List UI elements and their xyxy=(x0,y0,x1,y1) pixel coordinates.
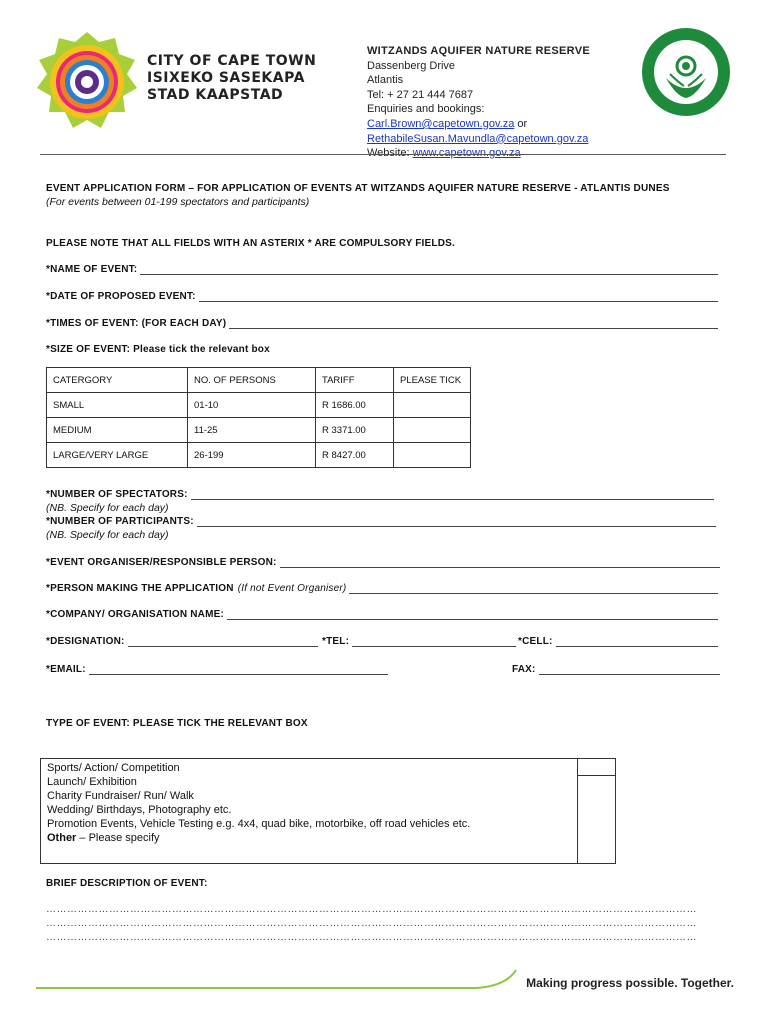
table-cell: LARGE/VERY LARGE xyxy=(47,443,188,468)
designation-input[interactable] xyxy=(128,637,318,647)
table-cell: 01-10 xyxy=(188,393,316,418)
date-of-event-input[interactable] xyxy=(199,292,718,302)
table-cell: R 1686.00 xyxy=(316,393,394,418)
table-cell: SMALL xyxy=(47,393,188,418)
company-input[interactable] xyxy=(227,610,718,620)
email-link-2[interactable]: RethabileSusan.Mavundla@capetown.gov.za xyxy=(367,132,589,145)
table-header-cell: TARIFF xyxy=(316,368,394,393)
event-type-list xyxy=(47,761,470,845)
table-cell: R 8427.00 xyxy=(316,443,394,468)
size-of-event-heading xyxy=(46,344,270,355)
participants-input[interactable] xyxy=(197,517,716,527)
footer-slogan: Making progress possible. Together. xyxy=(526,976,734,990)
email-input[interactable] xyxy=(89,665,388,675)
name-of-event-input[interactable] xyxy=(140,265,718,275)
enquiries-line: Enquiries and bookings: xyxy=(367,103,485,116)
organiser-field[interactable] xyxy=(46,557,720,568)
participants-note: (NB. Specify for each day) xyxy=(46,529,169,541)
cell-field[interactable] xyxy=(518,636,718,647)
table-header-row xyxy=(47,368,471,393)
address-line-2: Atlantis xyxy=(367,74,404,87)
city-of-cape-town-logo-icon xyxy=(34,30,140,134)
date-of-event-field[interactable] xyxy=(46,291,718,302)
cell-input[interactable] xyxy=(556,637,718,647)
fax-input[interactable] xyxy=(539,665,720,675)
table-cell: R 3371.00 xyxy=(316,418,394,443)
fax-label: FAX: xyxy=(512,664,536,675)
list-item: Wedding/ Birthdays, Photography etc. xyxy=(47,804,232,816)
tel-field[interactable] xyxy=(322,636,516,647)
table-cell: MEDIUM xyxy=(47,418,188,443)
brief-description-title: BRIEF DESCRIPTION OF EVENT: xyxy=(46,878,208,889)
table-row xyxy=(47,443,471,468)
size-of-event-label: *SIZE OF EVENT: xyxy=(46,344,131,355)
applicant-input[interactable] xyxy=(349,584,718,594)
header-divider xyxy=(40,154,726,155)
name-of-event-label: *NAME OF EVENT: xyxy=(46,264,138,275)
list-item: Promotion Events, Vehicle Testing e.g. 4x4, quad bike, motorbike, off road vehicles etc. xyxy=(47,818,471,830)
form-title: EVENT APPLICATION FORM – FOR APPLICATION OF EVENTS AT WITZANDS AQUIFER NATURE RESERVE - ATLANTIS DUNES xyxy=(46,183,670,194)
table-row xyxy=(47,393,471,418)
spectators-input[interactable] xyxy=(191,490,714,500)
tick-cell-large[interactable] xyxy=(394,443,471,468)
tick-cell-medium[interactable] xyxy=(394,418,471,443)
times-of-event-label: *TIMES OF EVENT: (FOR EACH DAY) xyxy=(46,318,227,329)
organiser-label: *EVENT ORGANISER/RESPONSIBLE PERSON: xyxy=(46,557,277,568)
email-label: *EMAIL: xyxy=(46,664,86,675)
email-link-1[interactable]: Carl.Brown@capetown.gov.za xyxy=(367,117,515,130)
compulsory-note: PLEASE NOTE THAT ALL FIELDS WITH AN ASTERIX * ARE COMPULSORY FIELDS. xyxy=(46,238,455,249)
name-of-event-field[interactable] xyxy=(46,264,718,275)
tel-label: *TEL: xyxy=(322,636,350,647)
form-subtitle: (For events between 01-199 spectators and participants) xyxy=(46,196,310,208)
size-tariff-table xyxy=(46,367,471,468)
company-label: *COMPANY/ ORGANISATION NAME: xyxy=(46,609,225,620)
spectators-field[interactable] xyxy=(46,489,714,500)
footer-swoosh-icon xyxy=(36,966,520,992)
organiser-input[interactable] xyxy=(280,558,720,568)
table-header-cell: PLEASE TICK xyxy=(394,368,471,393)
times-of-event-field[interactable] xyxy=(46,318,718,329)
other-rest-label: – Please specify xyxy=(76,832,160,844)
participants-field[interactable] xyxy=(46,516,716,527)
email-field[interactable] xyxy=(46,664,388,675)
participants-label: *NUMBER OF PARTICIPANTS: xyxy=(46,516,194,527)
table-header-cell: CATERGORY xyxy=(47,368,188,393)
table-row xyxy=(47,418,471,443)
table-cell: 11-25 xyxy=(188,418,316,443)
table-header-cell: NO. OF PERSONS xyxy=(188,368,316,393)
list-item: Sports/ Action/ Competition xyxy=(47,762,180,774)
address-line-1: Dassenberg Drive xyxy=(367,59,456,72)
fax-field[interactable] xyxy=(512,664,720,675)
applicant-hint: (If not Event Organiser) xyxy=(237,583,347,594)
tel-line: Tel: + 27 21 444 7687 xyxy=(367,88,474,101)
cell-label: *CELL: xyxy=(518,636,553,647)
description-line-1[interactable]: …………………………………………………………………………………………………………………………………………………………………… xyxy=(46,904,697,915)
designation-field[interactable] xyxy=(46,636,318,647)
tel-input[interactable] xyxy=(352,637,516,647)
date-of-event-label: *DATE OF PROPOSED EVENT: xyxy=(46,291,196,302)
reserve-address-block xyxy=(367,44,590,161)
description-line-2[interactable]: …………………………………………………………………………………………………………………………………………………………………… xyxy=(46,918,697,929)
description-line-3[interactable]: …………………………………………………………………………………………………………………………………………………………………… xyxy=(46,932,697,943)
nature-conservation-emblem-icon xyxy=(640,26,732,118)
list-item: Charity Fundraiser/ Run/ Walk xyxy=(47,790,194,802)
other-bold-label: Other xyxy=(47,832,77,844)
tick-cell-small[interactable] xyxy=(394,393,471,418)
list-item-other xyxy=(47,831,470,845)
company-field[interactable] xyxy=(46,609,718,620)
table-cell: 26-199 xyxy=(188,443,316,468)
type-of-event-title: TYPE OF EVENT: PLEASE TICK THE RELEVANT BOX xyxy=(46,718,308,729)
event-type-box xyxy=(40,758,616,864)
spectators-label: *NUMBER OF SPECTATORS: xyxy=(46,489,188,500)
or-text: or xyxy=(517,117,528,130)
list-item: Launch/ Exhibition xyxy=(47,776,137,788)
event-type-tick-column[interactable] xyxy=(578,759,615,863)
city-logo-text: CITY OF CAPE TOWN ISIXEKO SASEKAPA STAD KAAPSTAD xyxy=(147,53,317,103)
spectators-note: (NB. Specify for each day) xyxy=(46,502,169,514)
reserve-name: WITZANDS AQUIFER NATURE RESERVE xyxy=(367,45,590,57)
applicant-label: *PERSON MAKING THE APPLICATION xyxy=(46,583,234,594)
applicant-field[interactable] xyxy=(46,583,718,594)
times-of-event-input[interactable] xyxy=(229,319,718,329)
size-of-event-hint: Please tick the relevant box xyxy=(133,344,270,355)
designation-label: *DESIGNATION: xyxy=(46,636,125,647)
